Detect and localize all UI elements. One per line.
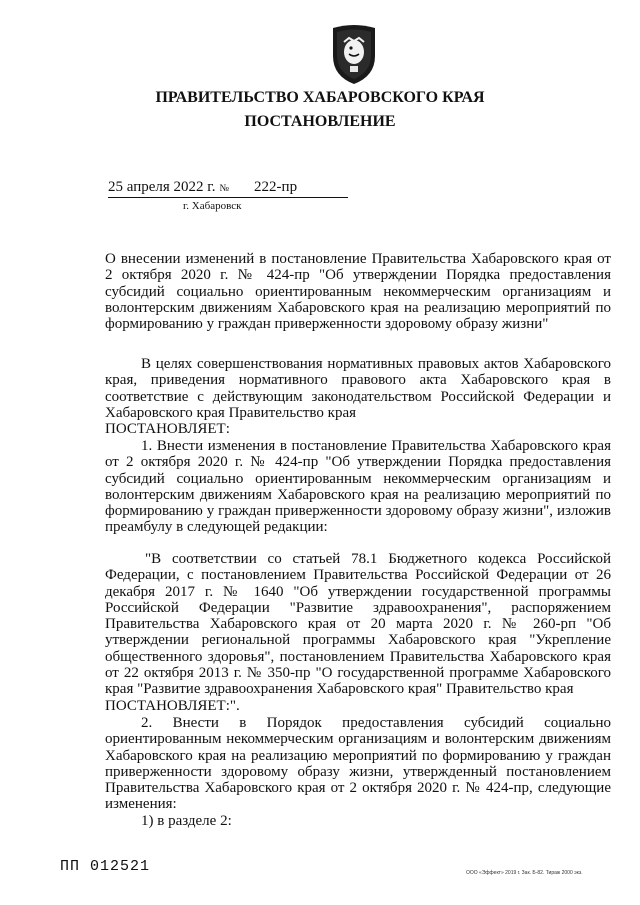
item-2: 2. Внести в Порядок предоставления субсидий социально ориентированным некоммерческим организациям и волонтерским движениям Хабаровского края на реализацию мероприятий по формированию у граждан приверженности здоровому образу жизни, утвержденный постановлением Правительства Хабаровского края от 2 октября 2020 г. № 424-пр, следующие изменения: — [105, 715, 611, 813]
decree-word: ПОСТАНОВЛЯЕТ: — [105, 421, 230, 437]
preamble-quote: "В соответствии со статьей 78.1 Бюджетного кодекса Российской Федерации, с постановлением Правительства Российской Федерации от 26 декабря 2017 г. № 1640 "Об утверждении государственной программы Российской Федерации "Развитие здравоохранения", распоряжением Правительства Хабаровского края от 20 марта 2020 г. № 260-рп "Об утверждении региональной программы Хабаровского края "Укрепление общественного здоровья", постановлением Правительства Хабаровского края от 22 октября 2013 г. № 350-пр "О государственной программе Хабаровского края "Развитие здравоохранения Хабаровского края" Правительство края — [105, 551, 611, 698]
city: г. Хабаровск — [183, 200, 242, 212]
item-2-1: 1) в разделе 2: — [141, 813, 232, 829]
print-footer: ООО «Эффект» 2019 г. Зак. Б-82. Тираж 2000 экз. — [466, 870, 583, 876]
document-date: 25 апреля 2022 г. — [108, 179, 216, 195]
coat-of-arms-icon — [327, 22, 381, 86]
date-number-line — [108, 179, 297, 196]
item-1: 1. Внести изменения в постановление Правительства Хабаровского края от 2 октября 2020 г. № 424-пр "Об утверждении Порядка предоставления субсидий социально ориентированным некоммерческим организациям и волонтерским движениям Хабаровского края на реализацию мероприятий по формированию у граждан приверженности здоровому образу жизни", изложив преамбулу в следующей редакции: — [105, 438, 611, 536]
document-title: О внесении изменений в постановление Правительства Хабаровского края от 2 октября 2020 г. № 424-пр "Об утверждении Порядка предоставления субсидий социально ориентированным некоммерческим организациям и волонтерским движениям Хабаровского края на реализацию мероприятий по формированию у граждан приверженности здоровому образу жизни" — [105, 251, 611, 333]
intro-paragraph: В целях совершенствования нормативных правовых актов Хабаровского края, приведения нормативного правового акта Хабаровского края в соответствие с действующим законодательством Российской Федерации и Хабаровского края Правительство края — [105, 356, 611, 421]
quote-end: ПОСТАНОВЛЯЕТ:". — [105, 698, 240, 714]
serial-stamp: ПП 012521 — [60, 858, 151, 875]
document-number: 222-пр — [254, 179, 298, 195]
number-sign: № — [219, 183, 230, 194]
date-underline — [108, 197, 348, 198]
document-type: ПОСТАНОВЛЕНИЕ — [244, 113, 396, 130]
government-name: ПРАВИТЕЛЬСТВО ХАБАРОВСКОГО КРАЯ — [155, 89, 485, 106]
